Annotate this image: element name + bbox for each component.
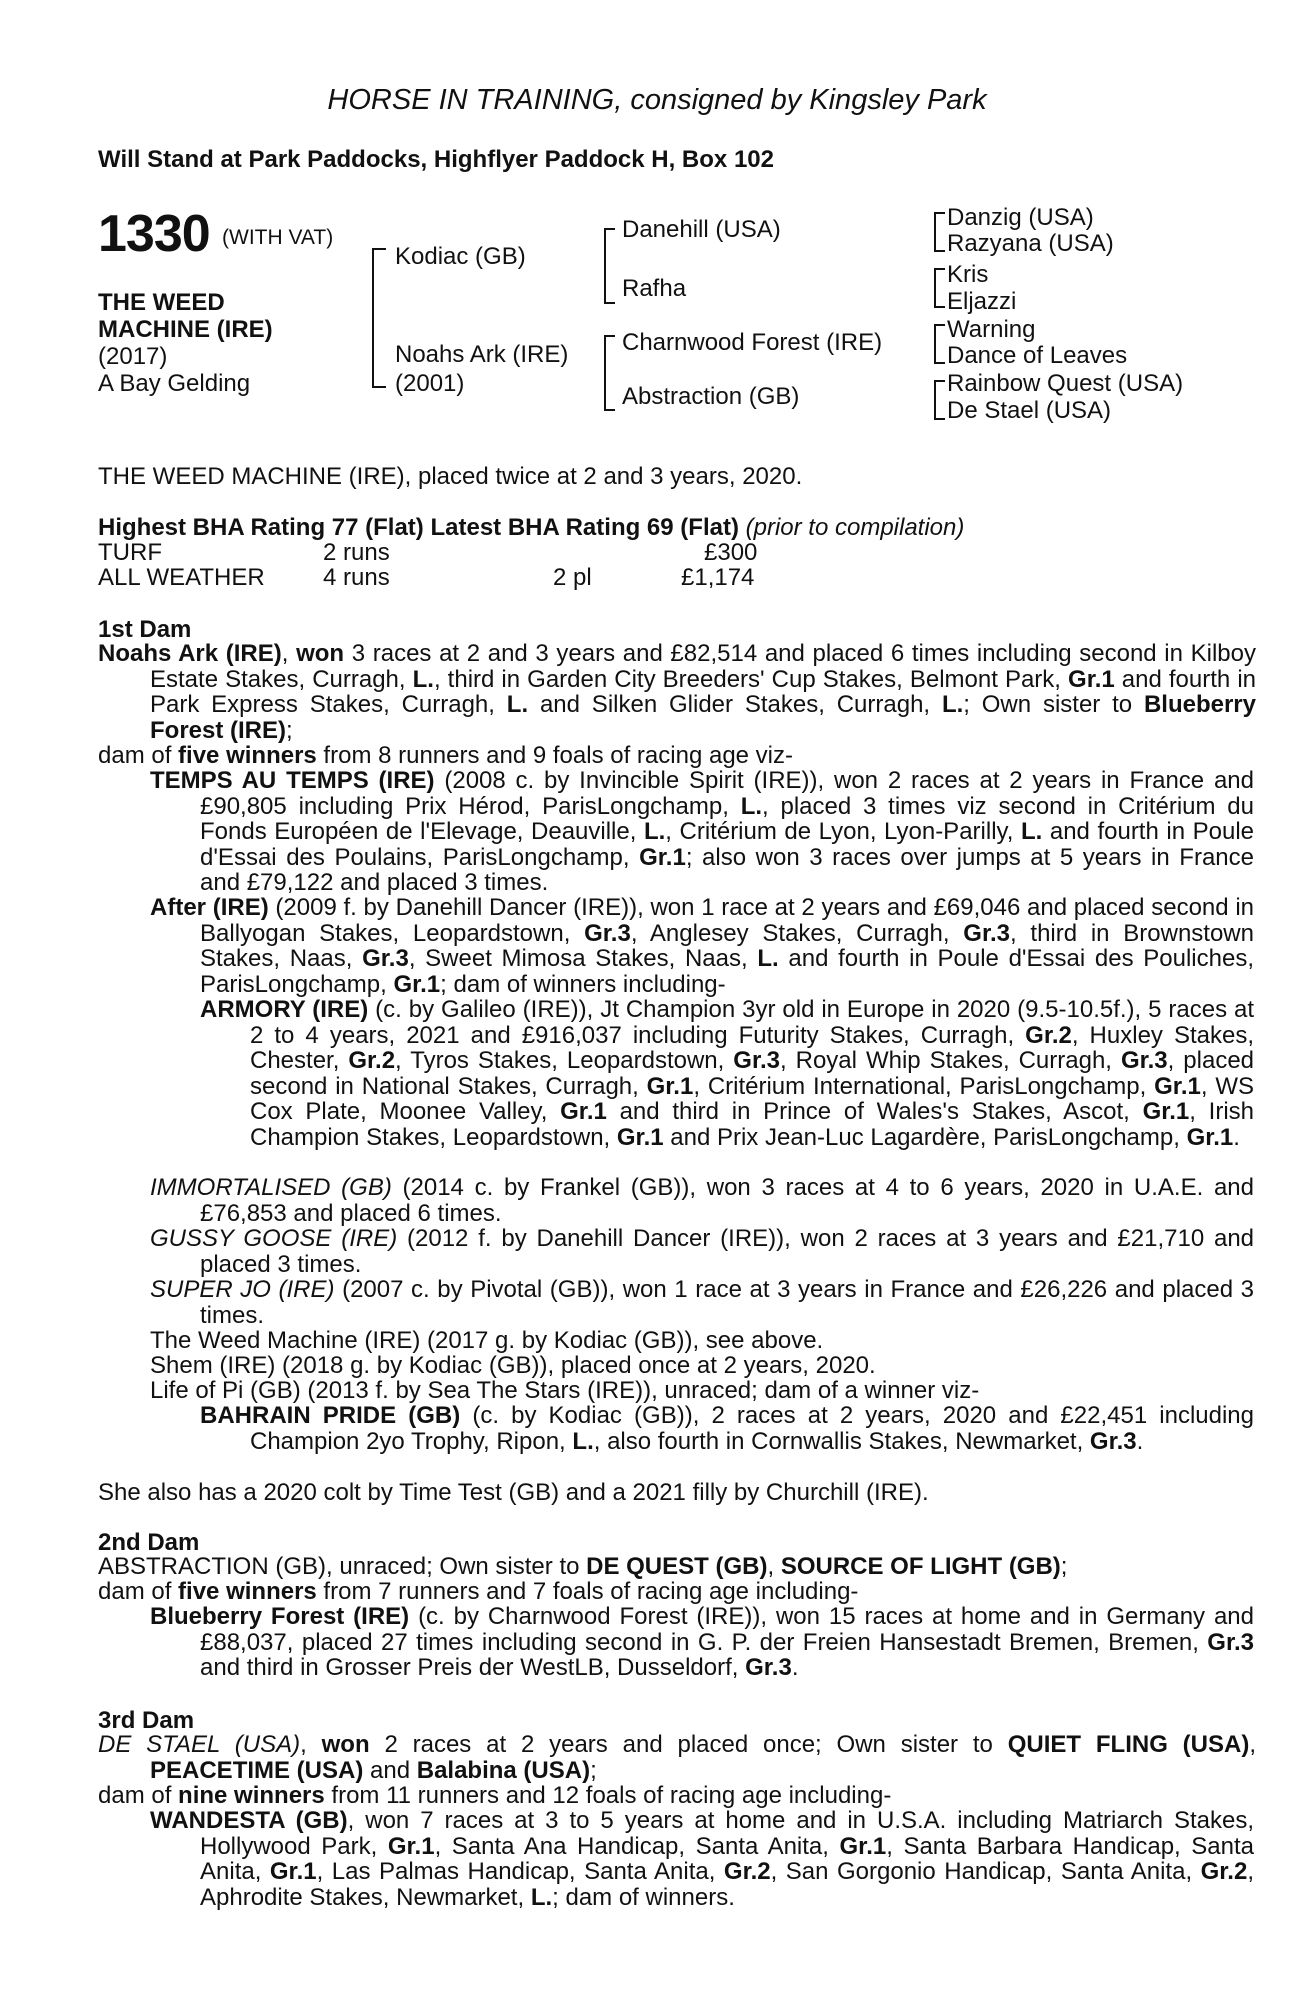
pedigree-g7: Rainbow Quest (USA) [947, 370, 1184, 397]
stat-turf-surface: TURF [98, 539, 162, 566]
page-title: HORSE IN TRAINING, consigned by Kingsley Park [327, 84, 987, 116]
pedigree-brace-sire [604, 228, 615, 304]
produce-weed-machine: The Weed Machine (IRE) (2017 g. by Kodiac (GB)), see above. [150, 1327, 824, 1354]
pedigree-brace-g3 [934, 324, 945, 364]
produce-bahrain-pride: BAHRAIN PRIDE (GB) (c. by Kodiac (GB)), 2 races at 2 years, 2020 and £22,451 including Champion 2yo Trophy, Ripon, L., also fourth in Cornwallis Stakes, Newmarket, Gr.3. [200, 1402, 1255, 1455]
pedigree-g8: De Stael (USA) [947, 397, 1112, 424]
produce-blueberry-forest: Blueberry Forest (IRE) (c. by Charnwood Forest (IRE)), won 15 races at home and in Germany and £88,037, placed 27 times including second in G. P. der Freien Hansestadt Bremen, Bremen, Gr.3 and third in Grosser Preis der WestLB, Dusseldorf, Gr.3. [150, 1603, 1254, 1681]
first-dam-heading: 1st Dam [98, 616, 192, 643]
pedigree-g6: Dance of Leaves [947, 342, 1128, 369]
horse-description: A Bay Gelding [98, 370, 251, 397]
pedigree-sire-sire: Danehill (USA) [622, 216, 781, 243]
pedigree-g3: Kris [947, 261, 989, 288]
pedigree-g1: Danzig (USA) [947, 204, 1094, 231]
third-dam-heading: 3rd Dam [98, 1707, 195, 1734]
stat-aw-placed: 2 pl [553, 564, 592, 591]
race-summary: THE WEED MACHINE (IRE), placed twice at 2 and 3 years, 2020. [98, 463, 803, 490]
produce-life-of-pi: Life of Pi (GB) (2013 f. by Sea The Stars (IRE)), unraced; dam of a winner viz- [150, 1377, 980, 1404]
pedigree-dam-sire: Charnwood Forest (IRE) [622, 329, 883, 356]
stat-aw-prize: £1,174 [681, 564, 755, 591]
stand-location: Will Stand at Park Paddocks, Highflyer Paddock H, Box 102 [98, 146, 774, 173]
produce-gussy-goose: GUSSY GOOSE (IRE) (2012 f. by Danehill Dancer (IRE)), won 2 races at 3 years and £21,710 and placed 3 times. [150, 1225, 1255, 1278]
pedigree-dam-dam: Abstraction (GB) [622, 383, 800, 410]
pedigree-g5: Warning [947, 316, 1036, 343]
pedigree-dam-year: (2001) [395, 370, 465, 397]
second-dam-heading: 2nd Dam [98, 1529, 200, 1556]
pedigree-brace-dam [604, 335, 615, 411]
rating-highest: Highest BHA Rating 77 (Flat) [98, 514, 424, 541]
horse-year: (2017) [98, 343, 168, 370]
stat-turf-runs: 2 runs [323, 539, 390, 566]
first-dam-also: She also has a 2020 colt by Time Test (GB) and a 2021 filly by Churchill (IRE). [98, 1479, 929, 1506]
first-dam-record: Noahs Ark (IRE), won 3 races at 2 and 3 years and £82,514 and placed 6 times including second in Kilboy Estate Stakes, Curragh, L., third in Garden City Breeders' Cup Stakes, Belmont Park, Gr.1 and fourth in Park Express Stakes, Curragh, L. and Silken Glider Stakes, Curragh, L.; Own sister to Blueberry Forest (IRE); [98, 640, 1256, 744]
rating-note: (prior to compilation) [745, 514, 965, 541]
second-dam-produce-intro: dam of five winners from 7 runners and 7 foals of racing age including- [98, 1578, 859, 1605]
third-dam-record: DE STAEL (USA), won 2 races at 2 years and placed once; Own sister to QUIET FLING (USA), PEACETIME (USA) and Balabina (USA); [98, 1731, 1257, 1784]
pedigree-g2: Razyana (USA) [947, 230, 1114, 257]
produce-temps-au-temps: TEMPS AU TEMPS (IRE) (2008 c. by Invincible Spirit (IRE)), won 2 races at 2 years in France and £90,805 including Prix Hérod, ParisLongchamp, L., placed 3 times viz second in Critérium du Fonds Européen de l'Elevage, Deauville, L., Critérium de Lyon, Lyon-Parilly, L. and fourth in Poule d'Essai des Poulains, ParisLongchamp, Gr.1; also won 3 races over jumps at 5 years in France and £79,122 and placed 3 times. [150, 767, 1255, 896]
first-dam-produce-intro: dam of five winners from 8 runners and 9 foals of racing age viz- [98, 742, 794, 769]
pedigree-brace-g2 [934, 268, 945, 308]
pedigree-brace-g1 [934, 212, 945, 252]
pedigree-brace-main [372, 248, 386, 388]
second-dam-record: ABSTRACTION (GB), unraced; Own sister to DE QUEST (GB), SOURCE OF LIGHT (GB); [98, 1553, 1068, 1580]
pedigree-brace-g4 [934, 380, 945, 420]
produce-super-jo: SUPER JO (IRE) (2007 c. by Pivotal (GB)), won 1 race at 3 years in France and £26,226 and placed 3 times. [150, 1276, 1254, 1329]
produce-wandesta: WANDESTA (GB), won 7 races at 3 to 5 years at home and in U.S.A. including Matriarch Stakes, Hollywood Park, Gr.1, Santa Ana Handicap, Santa Anita, Gr.1, Santa Barbara Handicap, Santa Anita, Gr.1, Las Palmas Handicap, Santa Anita, Gr.2, San Gorgonio Handicap, Santa Anita, Gr.2, Aphrodite Stakes, Newmarket, L.; dam of winners. [150, 1807, 1255, 1911]
pedigree-g4: Eljazzi [947, 288, 1017, 315]
produce-after: After (IRE) (2009 f. by Danehill Dancer (IRE)), won 1 race at 2 years and £69,046 and placed second in Ballyogan Stakes, Leopardstown, Gr.3, Anglesey Stakes, Curragh, Gr.3, third in Brownstown Stakes, Naas, Gr.3, Sweet Mimosa Stakes, Naas, L. and fourth in Poule d'Essai des Pouliches, ParisLongchamp, Gr.1; dam of winners including- [150, 894, 1255, 998]
lot-number: 1330 [98, 205, 210, 263]
horse-name-line1: THE WEED [98, 289, 225, 316]
vat-note: (WITH VAT) [222, 226, 334, 249]
stat-aw-runs: 4 runs [323, 564, 390, 591]
rating-latest: Latest BHA Rating 69 (Flat) [430, 514, 739, 541]
bha-rating [98, 515, 964, 541]
third-dam-produce-intro: dam of nine winners from 11 runners and 12 foals of racing age including- [98, 1782, 892, 1809]
pedigree-sire-dam: Rafha [622, 275, 687, 302]
produce-shem: Shem (IRE) (2018 g. by Kodiac (GB)), placed once at 2 years, 2020. [150, 1352, 876, 1379]
pedigree-dam: Noahs Ark (IRE) [395, 341, 569, 368]
pedigree-sire: Kodiac (GB) [395, 243, 526, 270]
produce-armory: ARMORY (IRE) (c. by Galileo (IRE)), Jt Champion 3yr old in Europe in 2020 (9.5-10.5f.), 5 races at 2 to 4 years, 2021 and £916,037 including Futurity Stakes, Curragh, Gr.2, Huxley Stakes, Chester, Gr.2, Tyros Stakes, Leopardstown, Gr.3, Royal Whip Stakes, Curragh, Gr.3, placed second in National Stakes, Curragh, Gr.1, Critérium International, ParisLongchamp, Gr.1, WS Cox Plate, Moonee Valley, Gr.1 and third in Prince of Wales's Stakes, Ascot, Gr.1, Irish Champion Stakes, Leopardstown, Gr.1 and Prix Jean-Luc Lagardère, ParisLongchamp, Gr.1. [200, 996, 1255, 1151]
stat-turf-prize: £300 [704, 539, 758, 566]
horse-name-line2: MACHINE (IRE) [98, 316, 273, 343]
stat-aw-surface: ALL WEATHER [98, 564, 265, 591]
produce-immortalised: IMMORTALISED (GB) (2014 c. by Frankel (GB)), won 3 races at 4 to 6 years, 2020 in U.A.E. and £76,853 and placed 6 times. [150, 1174, 1254, 1227]
